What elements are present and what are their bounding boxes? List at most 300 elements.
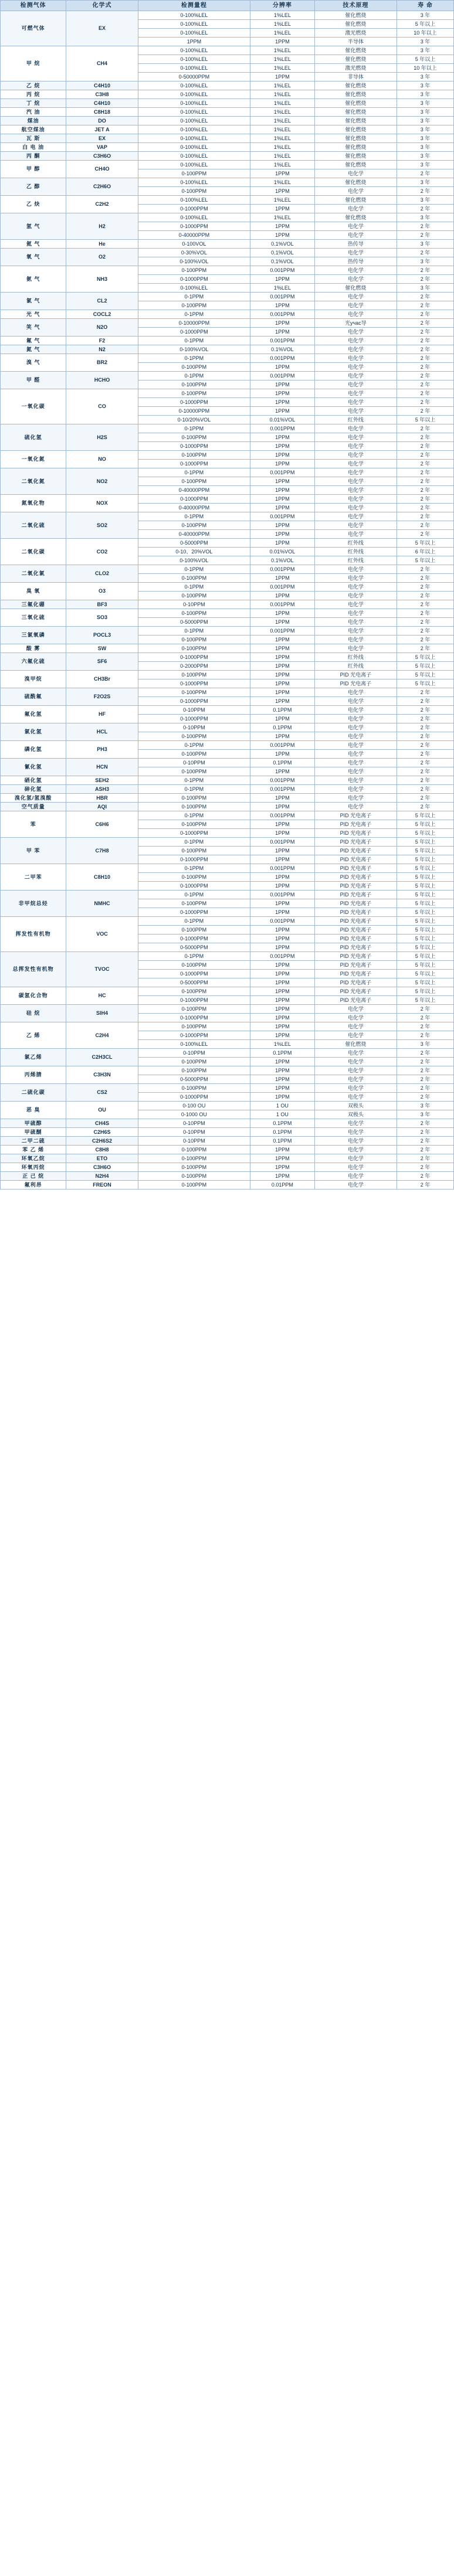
cell-formula: NMHC [66, 891, 138, 917]
cell-formula: ETO [66, 1154, 138, 1163]
cell-range: 0-10PPM [138, 706, 250, 715]
cell-formula: DO [66, 117, 138, 125]
cell-life: 5 年以上 [397, 855, 454, 864]
cell-resolution: 0.1PPM [250, 1137, 315, 1146]
table-row [1, 1181, 454, 1190]
cell-range: 0-1000PPM [138, 996, 250, 1005]
cell-resolution: 0.01%VOL [250, 548, 315, 556]
cell-range: 0-100PPM [138, 961, 250, 970]
cell-technology: 电化学 [314, 715, 397, 723]
table-row [1, 310, 454, 319]
header-life: 寿 命 [397, 1, 454, 11]
cell-resolution: 0.1%VOL [250, 240, 315, 249]
cell-range: 0-1000PPM [138, 328, 250, 337]
cell-technology: 催化燃烧 [314, 213, 397, 222]
cell-resolution: 1PPM [250, 943, 315, 952]
cell-life: 5 年以上 [397, 847, 454, 855]
cell-resolution: 1%LEL [250, 11, 315, 20]
cell-technology: 电化学 [314, 635, 397, 644]
cell-range: 0-100PPM [138, 301, 250, 310]
cell-technology: PID 光电离子 [314, 952, 397, 961]
cell-resolution: 0.001PPM [250, 512, 315, 521]
cell-life: 5 年以上 [397, 908, 454, 917]
cell-formula: HCHO [66, 372, 138, 389]
cell-technology: 电化学 [314, 231, 397, 240]
cell-gas-name: 一氧化碳 [1, 389, 66, 424]
cell-life: 3 年 [397, 90, 454, 99]
cell-resolution: 0.001PPM [250, 627, 315, 635]
cell-life: 3 年 [397, 134, 454, 143]
cell-resolution: 1%LEL [250, 178, 315, 187]
cell-resolution: 1PPM [250, 978, 315, 987]
table-row [1, 785, 454, 794]
cell-range: 0-100PPM [138, 609, 250, 618]
cell-formula: F2O2S [66, 688, 138, 706]
cell-technology: 红外线 [314, 662, 397, 671]
table-row [1, 1146, 454, 1154]
cell-range: 0-5000PPM [138, 978, 250, 987]
cell-life: 5 年以上 [397, 864, 454, 873]
cell-formula: CH4S [66, 1119, 138, 1128]
cell-life: 2 年 [397, 389, 454, 398]
cell-resolution: 1PPM [250, 847, 315, 855]
cell-resolution: 0.001PPM [250, 838, 315, 847]
cell-formula: SEH2 [66, 776, 138, 785]
cell-formula: C2H4 [66, 1022, 138, 1049]
cell-technology: 电化学 [314, 407, 397, 416]
table-row [1, 794, 454, 803]
cell-formula: CH3Br [66, 671, 138, 688]
cell-life: 2 年 [397, 688, 454, 697]
cell-range: 0-100PPM [138, 266, 250, 275]
cell-life: 2 年 [397, 442, 454, 451]
cell-life: 2 年 [397, 618, 454, 627]
cell-resolution: 1PPM [250, 275, 315, 284]
cell-resolution: 1PPM [250, 504, 315, 512]
cell-range: 0-100PPM [138, 750, 250, 759]
cell-life: 5 年以上 [397, 671, 454, 679]
cell-life: 2 年 [397, 1146, 454, 1154]
cell-formula: NOX [66, 495, 138, 512]
cell-resolution: 1PPM [250, 205, 315, 213]
cell-technology: 电化学 [314, 310, 397, 319]
cell-range: 0-5000PPM [138, 1075, 250, 1084]
cell-gas-name: 碳氢化合物 [1, 987, 66, 1005]
cell-life: 5 年以上 [397, 829, 454, 838]
cell-gas-name: 空气质量 [1, 803, 66, 811]
cell-formula: C8H18 [66, 108, 138, 117]
cell-resolution: 1%LEL [250, 81, 315, 90]
cell-technology: PID 光电离子 [314, 899, 397, 908]
cell-technology: 电化学 [314, 354, 397, 363]
cell-range: 0-100%LEL [138, 99, 250, 108]
cell-life: 3 年 [397, 161, 454, 169]
cell-life: 3 年 [397, 213, 454, 222]
cell-life: 2 年 [397, 169, 454, 178]
table-row [1, 354, 454, 363]
cell-resolution: 1PPM [250, 803, 315, 811]
table-row [1, 468, 454, 477]
cell-resolution: 0.001PPM [250, 891, 315, 899]
cell-resolution: 1PPM [250, 732, 315, 741]
cell-gas-name: 硅 烷 [1, 1005, 66, 1022]
table-row [1, 741, 454, 750]
cell-range: 0-100PPM [138, 574, 250, 583]
cell-gas-name: 二氧化氯 [1, 565, 66, 583]
table-row [1, 337, 454, 345]
table-row [1, 90, 454, 99]
cell-formula: COCL2 [66, 310, 138, 319]
cell-formula: AQI [66, 803, 138, 811]
cell-formula: He [66, 240, 138, 249]
cell-range: 0-1PPM [138, 293, 250, 301]
cell-range: 0-1000PPM [138, 697, 250, 706]
cell-formula: CLO2 [66, 565, 138, 583]
cell-life: 3 年 [397, 99, 454, 108]
cell-life: 5 年以上 [397, 978, 454, 987]
cell-life: 5 年以上 [397, 917, 454, 926]
table-row [1, 1119, 454, 1128]
cell-technology: 催化燃烧 [314, 11, 397, 20]
cell-formula: HCN [66, 759, 138, 776]
cell-formula: NO2 [66, 468, 138, 495]
cell-life: 2 年 [397, 609, 454, 618]
cell-life: 2 年 [397, 187, 454, 196]
table-row [1, 987, 454, 996]
cell-technology: 电化学 [314, 618, 397, 627]
cell-technology: 催化燃烧 [314, 152, 397, 161]
cell-range: 0-100%VOL [138, 345, 250, 354]
cell-formula: SO2 [66, 512, 138, 539]
cell-life: 2 年 [397, 328, 454, 337]
cell-resolution: 0.001PPM [250, 583, 315, 592]
cell-gas-name: 臭 氧 [1, 583, 66, 600]
cell-range: 0-100PPM [138, 389, 250, 398]
table-row [1, 688, 454, 697]
cell-range: 0-100PPM [138, 926, 250, 934]
cell-technology: 电化学 [314, 530, 397, 539]
cell-technology: 电化学 [314, 521, 397, 530]
cell-technology: 电化学 [314, 477, 397, 486]
cell-range: 0-100 OU [138, 1102, 250, 1110]
cell-technology: 电化学 [314, 600, 397, 609]
cell-range: 0-1000PPM [138, 715, 250, 723]
cell-range: 0-1000PPM [138, 679, 250, 688]
cell-resolution: 1PPM [250, 996, 315, 1005]
cell-gas-name: 丙 酮 [1, 152, 66, 161]
cell-life: 5 年以上 [397, 882, 454, 891]
cell-resolution: 0.001PPM [250, 741, 315, 750]
cell-life: 5 年以上 [397, 926, 454, 934]
cell-resolution: 1PPM [250, 328, 315, 337]
cell-formula: C3H8 [66, 90, 138, 99]
cell-life: 2 年 [397, 1014, 454, 1022]
table-row [1, 803, 454, 811]
table-row [1, 512, 454, 521]
cell-technology: 电化学 [314, 1022, 397, 1031]
table-row [1, 81, 454, 90]
cell-gas-name: 氟利昂 [1, 1181, 66, 1190]
cell-range: 0-100PPM [138, 635, 250, 644]
cell-formula: HF [66, 706, 138, 723]
cell-formula: HBR [66, 794, 138, 803]
cell-formula: OU [66, 1102, 138, 1119]
cell-range: 0-1PPM [138, 627, 250, 635]
table-row [1, 495, 454, 504]
cell-resolution: 1PPM [250, 451, 315, 460]
cell-life: 2 年 [397, 451, 454, 460]
cell-range: 0-100PPM [138, 767, 250, 776]
cell-resolution: 0.001PPM [250, 600, 315, 609]
cell-technology: 电化学 [314, 328, 397, 337]
cell-gas-name: 二甲二硫 [1, 1137, 66, 1146]
cell-resolution: 1PPM [250, 407, 315, 416]
table-row [1, 539, 454, 548]
cell-range: 0-100PPM [138, 592, 250, 600]
cell-life: 2 年 [397, 504, 454, 512]
cell-formula: FREON [66, 1181, 138, 1190]
cell-resolution: 1%LEL [250, 196, 315, 205]
cell-life: 5 年以上 [397, 679, 454, 688]
cell-technology: 电化学 [314, 363, 397, 372]
cell-range: 0-100PPM [138, 1084, 250, 1093]
cell-technology: 电化学 [314, 187, 397, 196]
cell-technology: 电化学 [314, 451, 397, 460]
cell-resolution: 1PPM [250, 521, 315, 530]
cell-life: 5 年以上 [397, 838, 454, 847]
cell-life: 2 年 [397, 803, 454, 811]
cell-technology: 催化燃烧 [314, 81, 397, 90]
cell-technology: 红外线 [314, 539, 397, 548]
cell-technology: 催化燃烧 [314, 55, 397, 64]
cell-gas-name: 氟 气 [1, 337, 66, 345]
table-row [1, 1154, 454, 1163]
cell-formula: VOC [66, 917, 138, 952]
cell-technology: PID 光电离子 [314, 820, 397, 829]
cell-technology: 电化学 [314, 398, 397, 407]
cell-range: 0-100%LEL [138, 213, 250, 222]
cell-resolution: 1%LEL [250, 213, 315, 222]
table-row [1, 891, 454, 899]
cell-technology: 非导体 [314, 73, 397, 81]
cell-gas-name: 丙 烷 [1, 90, 66, 99]
cell-range: 0-100PPM [138, 671, 250, 679]
cell-technology: 电化学 [314, 794, 397, 803]
cell-range: 0-1PPM [138, 741, 250, 750]
cell-resolution: 1PPM [250, 697, 315, 706]
cell-formula: C8H8 [66, 1146, 138, 1154]
cell-technology: 红外线 [314, 548, 397, 556]
cell-formula: C4H10 [66, 81, 138, 90]
cell-technology: 电化学 [314, 732, 397, 741]
cell-resolution: 1PPM [250, 609, 315, 618]
cell-life: 2 年 [397, 530, 454, 539]
cell-life: 2 年 [397, 231, 454, 240]
cell-formula: F2 [66, 337, 138, 345]
cell-range: 0-100PPM [138, 1163, 250, 1172]
cell-life: 5 年以上 [397, 556, 454, 565]
cell-life: 2 年 [397, 249, 454, 257]
cell-resolution: 1PPM [250, 380, 315, 389]
cell-life: 3 年 [397, 196, 454, 205]
cell-life: 10 年以上 [397, 29, 454, 38]
cell-technology: 电化学 [314, 249, 397, 257]
cell-resolution: 1PPM [250, 794, 315, 803]
cell-technology: PID 光电离子 [314, 926, 397, 934]
cell-gas-name: 可燃气体 [1, 11, 66, 46]
cell-gas-name: 挥发性有机物 [1, 917, 66, 952]
cell-range: 0-100PPM [138, 1172, 250, 1181]
cell-life: 2 年 [397, 1075, 454, 1084]
cell-resolution: 1PPM [250, 363, 315, 372]
cell-resolution: 1%LEL [250, 117, 315, 125]
cell-formula: SW [66, 644, 138, 653]
table-row [1, 46, 454, 55]
cell-life: 3 年 [397, 1102, 454, 1110]
cell-life: 2 年 [397, 767, 454, 776]
cell-life: 2 年 [397, 715, 454, 723]
cell-gas-name: 三氧化硫 [1, 609, 66, 627]
cell-formula: PH3 [66, 741, 138, 759]
cell-technology: 激光燃烧 [314, 64, 397, 73]
cell-gas-name: 二氧化碳 [1, 539, 66, 565]
cell-range: 0-10000PPM [138, 407, 250, 416]
cell-life: 2 年 [397, 1005, 454, 1014]
cell-technology: PID 光电离子 [314, 970, 397, 978]
cell-gas-name: 二甲苯 [1, 864, 66, 891]
cell-life: 3 年 [397, 38, 454, 46]
cell-gas-name: 煤油 [1, 117, 66, 125]
cell-range: 0-1PPM [138, 583, 250, 592]
cell-technology: 电化学 [314, 1137, 397, 1146]
cell-technology: 半导体 [314, 38, 397, 46]
cell-life: 2 年 [397, 750, 454, 759]
table-row [1, 583, 454, 592]
cell-resolution: 1PPM [250, 635, 315, 644]
cell-resolution: 1PPM [250, 389, 315, 398]
cell-resolution: 1PPM [250, 767, 315, 776]
cell-gas-name: 甲 苯 [1, 838, 66, 864]
cell-life: 5 年以上 [397, 416, 454, 424]
cell-range: 0-40000PPM [138, 231, 250, 240]
cell-life: 5 年以上 [397, 943, 454, 952]
cell-technology: PID 光电离子 [314, 987, 397, 996]
cell-life: 2 年 [397, 1172, 454, 1181]
cell-life: 3 年 [397, 143, 454, 152]
cell-life: 2 年 [397, 345, 454, 354]
cell-gas-name: 氢 气 [1, 213, 66, 240]
cell-life: 2 年 [397, 785, 454, 794]
cell-resolution: 0.1PPM [250, 1119, 315, 1128]
cell-range: 0-1000PPM [138, 205, 250, 213]
cell-range: 0-100%LEL [138, 108, 250, 117]
cell-resolution: 0.001PPM [250, 293, 315, 301]
cell-formula: HC [66, 987, 138, 1005]
cell-resolution: 1PPM [250, 715, 315, 723]
cell-range: 0-1PPM [138, 354, 250, 363]
cell-gas-name: 环氧丙烷 [1, 1163, 66, 1172]
cell-technology: PID 光电离子 [314, 855, 397, 864]
cell-life: 5 年以上 [397, 20, 454, 29]
cell-range: 0-1000PPM [138, 970, 250, 978]
cell-range: 0-100PPM [138, 732, 250, 741]
cell-resolution: 1%LEL [250, 108, 315, 117]
cell-technology: 催化燃烧 [314, 178, 397, 187]
cell-resolution: 1%LEL [250, 46, 315, 55]
cell-range: 0-40000PPM [138, 486, 250, 495]
cell-resolution: 0.1PPM [250, 706, 315, 715]
cell-technology: 催化燃烧 [314, 125, 397, 134]
table-row [1, 152, 454, 161]
cell-formula: EX [66, 11, 138, 46]
cell-range: 0-100%LEL [138, 20, 250, 29]
cell-gas-name: 乙 醇 [1, 178, 66, 196]
cell-technology: PID 光电离子 [314, 829, 397, 838]
cell-resolution: 1PPM [250, 873, 315, 882]
cell-technology: 电化学 [314, 609, 397, 618]
cell-range: 0-100PPM [138, 1181, 250, 1190]
cell-resolution: 1PPM [250, 970, 315, 978]
cell-range: 0-100PPM [138, 477, 250, 486]
cell-resolution: 1PPM [250, 1066, 315, 1075]
cell-life: 5 年以上 [397, 970, 454, 978]
cell-life: 5 年以上 [397, 539, 454, 548]
cell-range: 0-1000PPM [138, 460, 250, 468]
cell-resolution: 1PPM [250, 1058, 315, 1066]
cell-technology: 电化学 [314, 468, 397, 477]
cell-life: 5 年以上 [397, 662, 454, 671]
table-row [1, 372, 454, 380]
cell-resolution: 1PPM [250, 231, 315, 240]
table-row [1, 1066, 454, 1075]
cell-resolution: 1%LEL [250, 29, 315, 38]
cell-life: 2 年 [397, 723, 454, 732]
table-row [1, 1137, 454, 1146]
table-row [1, 143, 454, 152]
table-row [1, 776, 454, 785]
cell-life: 5 年以上 [397, 987, 454, 996]
cell-technology: 电化学 [314, 592, 397, 600]
cell-gas-name: 非甲烷总烃 [1, 891, 66, 917]
table-row [1, 451, 454, 460]
cell-life: 2 年 [397, 1163, 454, 1172]
cell-resolution: 0.001PPM [250, 952, 315, 961]
cell-life: 3 年 [397, 108, 454, 117]
cell-life: 2 年 [397, 1093, 454, 1102]
table-row [1, 1128, 454, 1137]
cell-resolution: 1PPM [250, 820, 315, 829]
cell-resolution: 0.001PPM [250, 266, 315, 275]
cell-range: 0-100PPM [138, 1066, 250, 1075]
cell-life: 2 年 [397, 1128, 454, 1137]
cell-resolution: 1PPM [250, 398, 315, 407]
cell-range: 0-1000PPM [138, 882, 250, 891]
cell-range: 0-5000PPM [138, 943, 250, 952]
cell-range: 0-10/20%VOL [138, 416, 250, 424]
cell-resolution: 1PPM [250, 433, 315, 442]
cell-range: 0-100PPM [138, 380, 250, 389]
cell-life: 2 年 [397, 319, 454, 328]
table-row [1, 117, 454, 125]
cell-formula: VAP [66, 143, 138, 152]
cell-resolution: 1PPM [250, 961, 315, 970]
cell-technology: 红外线 [314, 416, 397, 424]
cell-resolution: 0.1%VOL [250, 345, 315, 354]
cell-range: 0-40000PPM [138, 504, 250, 512]
cell-resolution: 1PPM [250, 750, 315, 759]
cell-range: 0-100%VOL [138, 556, 250, 565]
cell-resolution: 1%LEL [250, 1040, 315, 1049]
